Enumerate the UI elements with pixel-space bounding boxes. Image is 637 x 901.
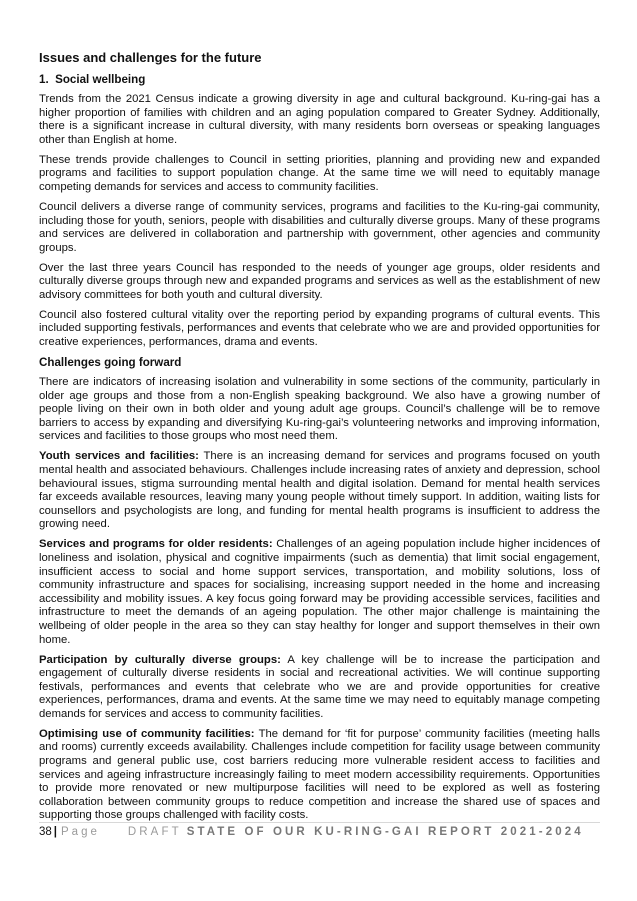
challenge-item [39, 450, 600, 532]
challenge-label: Services and programs for older residents: [39, 538, 273, 551]
challenge-label: Optimising use of community facilities: [39, 727, 255, 740]
challenge-text: There is an increasing demand for services and programs focused on youth mental health and associated behaviours. Challenges include increasing rates of anxiety and depression, school behavioural issues, stigma surrounding mental health and digital isolation. Demand for mental health services far exceeds available resources, leaving many young people without timely support. In addition, waiting lists for counsellors and psychologists are long, and funding for mental health programs is insufficient to address the growing need. [39, 450, 600, 531]
paragraph: Over the last three years Council has responded to the needs of younger age groups, older residents and culturally diverse groups through new and expanded programs and services as well as the establishment of new advisory committees for both youth and cultural diversity. [39, 261, 600, 301]
section-heading: 1. Social wellbeing [39, 73, 146, 86]
page-heading: Issues and challenges for the future [39, 50, 262, 65]
challenge-text: Challenges of an ageing population include higher incidences of loneliness and isolation, physical and cognitive impairments (such as dementia) that limit social engagement, insufficient access to social and home support services, transportation, and mobility solutions, loss of community infrastructure and spaces for socialising, increasing support needed in the home and increasing accessibility and mobility issues. A key focus going forward may be providing accessible services, facilities and infrastructure to meet the demands of an ageing population. The other major challenge is maintaining the wellbeing of older people in the area so they can stay healthy for longer and support themselves in their own home. [39, 538, 600, 646]
page-footer [39, 822, 600, 840]
paragraph: Council delivers a diverse range of community services, programs and facilities to the Ku-ring-gai community, including those for youth, seniors, people with disabilities and culturally diverse groups. Many of these programs and services are delivered in collaboration and partnership with government, other agencies and community groups. [39, 200, 600, 254]
challenges-intro: There are indicators of increasing isolation and vulnerability in some sections of the community, particularly in older age groups and those from a non-English speaking background. We also have a growing number of people living on their own in both older and young adult age groups. Council’s challenge will be to remove barriers to access by expanding and diversifying Ku-ring-gai’s volunteering networks and improving information, services and facilities to those groups who most need them. [39, 376, 600, 443]
page-word: Page [61, 826, 100, 838]
challenge-item [39, 728, 600, 823]
paragraph: Council also fostered cultural vitality over the reporting period by expanding programs of cultural events. This included supporting festivals, performances and events that celebrate who we are and provided opportunities for creative experiences, performances, drama and events. [39, 308, 600, 349]
challenge-item [39, 538, 600, 647]
challenges-heading: Challenges going forward [39, 356, 182, 370]
footer-separator: | [53, 826, 58, 838]
paragraph: Trends from the 2021 Census indicate a growing diversity in age and cultural background. Ku-ring-gai has a higher proportion of families with children and an aging population compared to Greater Sydney. Additionally, there is a significant increase in cultural diversity, with many residents born overseas or speaking languages other than English at home. [39, 93, 600, 146]
challenge-text: A key challenge will be to increase the participation and engagement of culturally diverse residents in social and recreational activities. We will continue supporting festivals, performances and events that celebrate who we are and provide opportunities for creative experiences, performances, drama and events. At the same time we may need to equitably manage competing demands for services and access to community facilities. [39, 653, 600, 720]
challenge-label: Youth services and facilities: [39, 450, 199, 463]
paragraph: These trends provide challenges to Council in setting priorities, planning and providing new and expanded programs and facilities to support population change. At the same time we will need to equitably manage competing demands for services and access to community facilities. [39, 153, 600, 193]
challenge-label: Participation by culturally diverse groups: [39, 653, 281, 666]
challenge-item [39, 654, 600, 722]
draft-label: DRAFT [127, 826, 182, 838]
page-number: 38 [39, 826, 52, 838]
report-title: STATE OF OUR KU-RING-GAI REPORT 2021-2024 [186, 826, 584, 838]
challenge-text: The demand for ‘fit for purpose’ community facilities (meeting halls and rooms) currently exceeds availability. Challenges include competition for facility usage between community programs and general public use, cost barriers reducing more vulnerable resident access to facilities and services and ageing infrastructure increasingly failing to meet modern accessibility requirements. Opportunities to provide more renovated or new multipurpose facilities will need to be explored as well as fostering collaboration between community groups to reduce competition and increase the shared use of spaces and supporting those groups challenged with facility costs. [39, 727, 600, 822]
